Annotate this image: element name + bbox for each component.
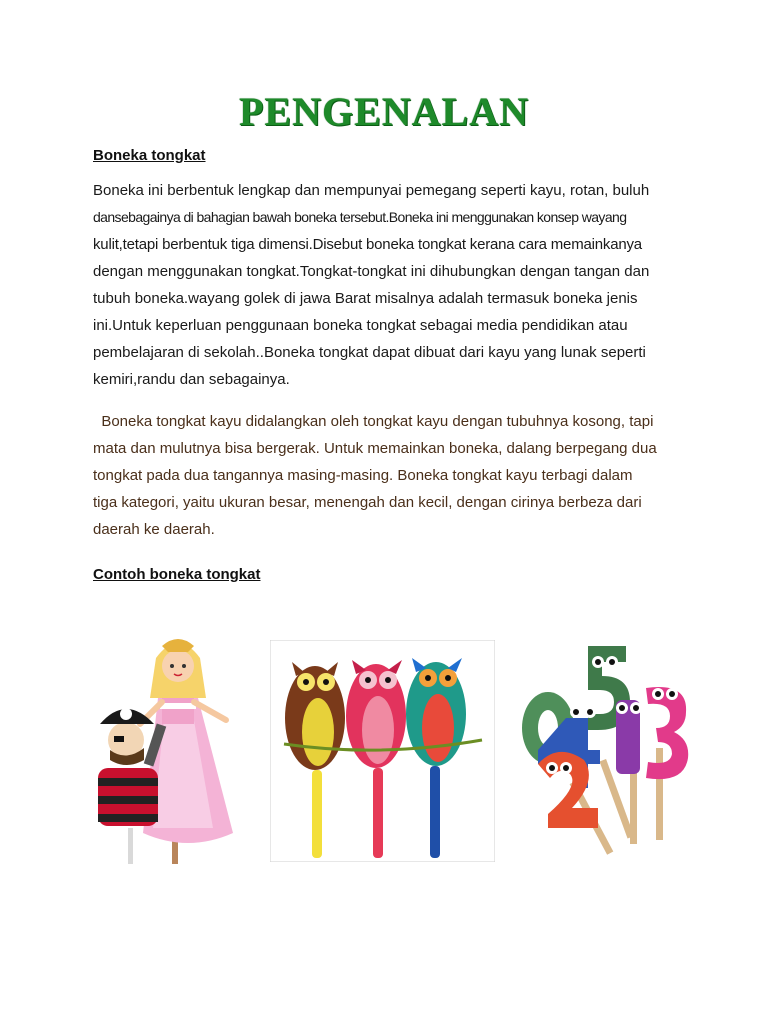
paragraph-line: ini.Untuk keperluan penggunaan boneka tongkat sebagai media pendidikan atau — [93, 317, 628, 334]
paragraph-line: tubuh boneka.wayang golek di jawa Barat misalnya adalah termasuk boneka jenis — [93, 290, 638, 307]
page-title: PENGENALAN — [238, 89, 530, 134]
photo-owl-puppets — [270, 640, 495, 862]
section-heading-contoh: Contoh boneka tongkat — [93, 566, 261, 583]
paragraph-intro — [93, 177, 675, 393]
paragraph-line: pembelajaran di sekolah..Boneka tongkat dapat dibuat dari kayu yang lunak seperti — [93, 344, 646, 361]
paragraph-line: tongkat pada dua tangannya masing-masing. Boneka tongkat kayu terbagi dalam — [93, 467, 633, 484]
paragraph-line: Boneka ini berbentuk lengkap dan mempunyai pemegang seperti kayu, rotan, buluh — [93, 182, 650, 199]
paragraph-line: tiga kategori, yaitu ukuran besar, menengah dan kecil, dengan cirinya berbeza dari — [93, 494, 642, 511]
photo-pirate-princess-puppets — [88, 628, 248, 868]
paragraph-wooden-puppet — [93, 408, 675, 543]
section-heading-boneka-tongkat: Boneka tongkat — [93, 147, 206, 164]
paragraph-line: daerah ke daerah. — [93, 521, 215, 538]
paragraph-line: kemiri,randu dan sebagainya. — [93, 371, 290, 388]
paragraph-line: Boneka tongkat kayu didalangkan oleh tongkat kayu dengan tubuhnya kosong, tapi — [93, 413, 654, 430]
paragraph-line: dengan menggunakan tongkat.Tongkat-tongkat ini dihubungkan dengan tangan dan — [93, 263, 650, 280]
photo-number-puppets — [518, 638, 693, 868]
paragraph-line: mata dan mulutnya bisa bergerak. Untuk memainkan boneka, dalang berpegang dua — [93, 440, 657, 457]
paragraph-line: dansebagainya di bahagian bawah boneka tersebut.Boneka ini menggunakan konsep wayang — [93, 209, 627, 225]
paragraph-line: kulit,tetapi berbentuk tiga dimensi.Disebut boneka tongkat kerana cara memainkanya — [93, 236, 642, 253]
